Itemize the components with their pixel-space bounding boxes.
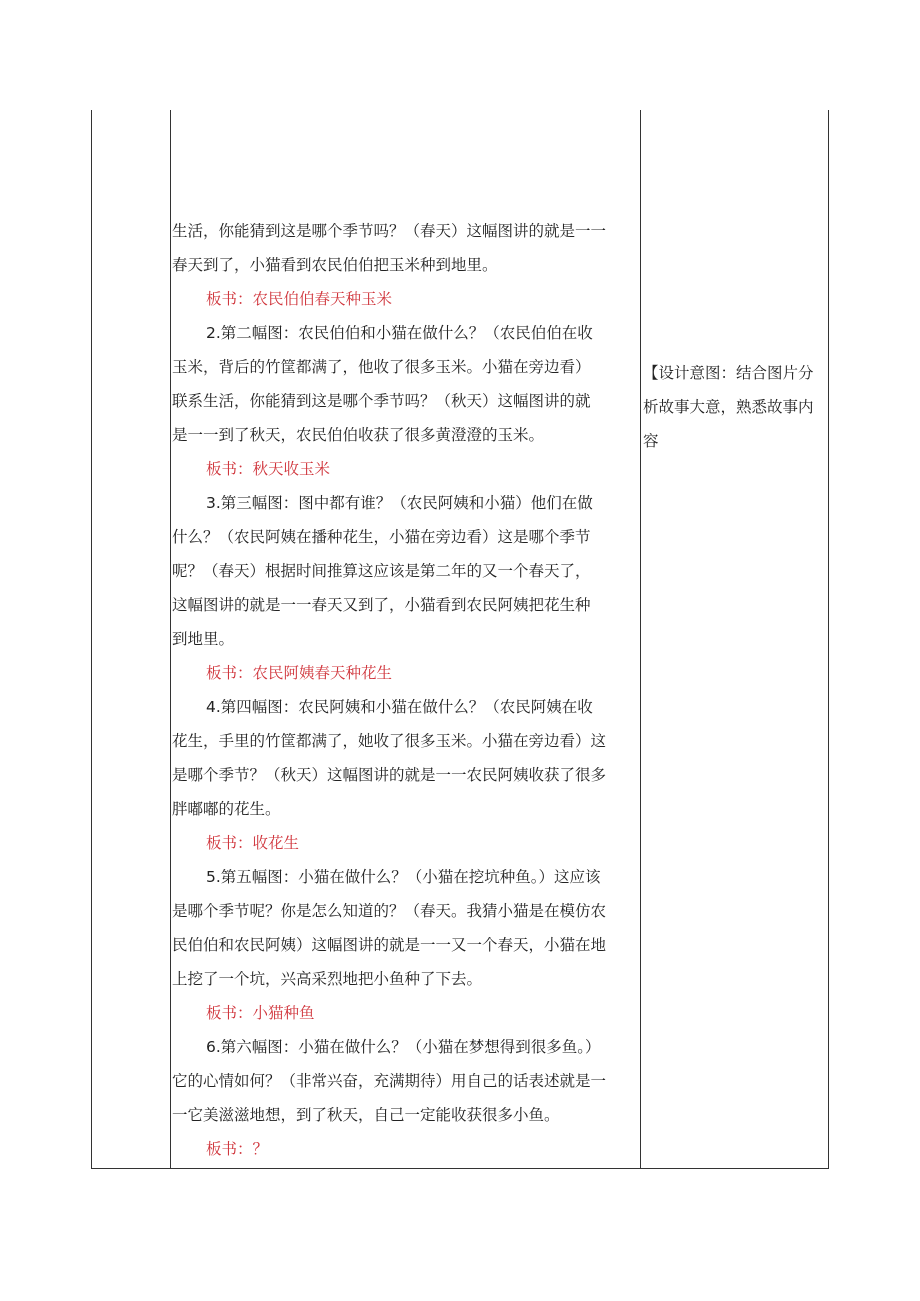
table-divider-1 bbox=[170, 110, 171, 1169]
design-intent-cell bbox=[643, 356, 827, 458]
text-line: 一它美滋滋地想，到了秋天，自己一定能收获很多小鱼。 bbox=[172, 1106, 560, 1124]
text-line: 花生，手里的竹筐都满了，她收了很多玉米。小猫在旁边看）这 bbox=[172, 732, 607, 750]
text-line: 春天到了，小猫看到农民伯伯把玉米种到地里。 bbox=[172, 256, 498, 274]
text-line: 呢？（春天）根据时间推算这应该是第二年的又一个春天了， bbox=[172, 562, 591, 580]
text-line: 这幅图讲的就是一一春天又到了，小猫看到农民阿姨把花生种 bbox=[172, 596, 591, 614]
picture-4-heading: 4.第四幅图：农民阿姨和小猫在做什么？（农民阿姨在收 bbox=[206, 698, 593, 716]
text-line: 是哪个季节呢？你是怎么知道的？（春天。我猜小猫是在模仿农 bbox=[172, 902, 607, 920]
board-note: 板书：收花生 bbox=[206, 834, 300, 852]
lesson-content-cell bbox=[172, 214, 640, 1166]
text-line: 它的心情如何？（非常兴奋，充满期待）用自己的话表述就是一 bbox=[172, 1072, 607, 1090]
picture-2-heading: 2.第二幅图：农民伯伯和小猫在做什么？（农民伯伯在收 bbox=[206, 324, 593, 342]
table-border-bottom bbox=[91, 1168, 829, 1169]
design-intent-line: 容 bbox=[643, 432, 659, 450]
board-note: 板书：秋天收玉米 bbox=[206, 460, 331, 478]
text-line: 生活，你能猜到这是哪个季节吗？（春天）这幅图讲的就是一一 bbox=[172, 222, 607, 240]
text-line: 民伯伯和农民阿姨）这幅图讲的就是一一又一个春天，小猫在地 bbox=[172, 936, 607, 954]
text-line: 联系生活，你能猜到这是哪个季节吗？（秋天）这幅图讲的就 bbox=[172, 392, 591, 410]
text-line: 上挖了一个坑，兴高采烈地把小鱼种了下去。 bbox=[172, 970, 483, 988]
text-line: 胖嘟嘟的花生。 bbox=[172, 800, 281, 818]
table-divider-2 bbox=[640, 110, 641, 1169]
board-note: 板书：小猫种鱼 bbox=[206, 1004, 315, 1022]
design-intent-line: 【设计意图：结合图片分 bbox=[643, 364, 814, 382]
picture-6-heading: 6.第六幅图：小猫在做什么？（小猫在梦想得到很多鱼。） bbox=[206, 1038, 601, 1056]
table-border-left bbox=[91, 110, 92, 1169]
text-line: 什么？（农民阿姨在播种花生，小猫在旁边看）这是哪个季节 bbox=[172, 528, 591, 546]
board-note: 板书：？ bbox=[206, 1140, 269, 1158]
board-note: 板书：农民阿姨春天种花生 bbox=[206, 664, 393, 682]
text-line: 是一一到了秋天，农民伯伯收获了很多黄澄澄的玉米。 bbox=[172, 426, 545, 444]
board-note: 板书：农民伯伯春天种玉米 bbox=[206, 290, 393, 308]
picture-3-heading: 3.第三幅图：图中都有谁？（农民阿姨和小猫）他们在做 bbox=[206, 494, 593, 512]
text-line: 是哪个季节？（秋天）这幅图讲的就是一一农民阿姨收获了很多 bbox=[172, 766, 607, 784]
text-line: 玉米，背后的竹筐都满了，他收了很多玉米。小猫在旁边看） bbox=[172, 358, 591, 376]
table-border-right bbox=[828, 110, 829, 1169]
design-intent-line: 析故事大意，熟悉故事内 bbox=[643, 398, 814, 416]
picture-5-heading: 5.第五幅图：小猫在做什么？（小猫在挖坑种鱼。）这应该 bbox=[206, 868, 601, 886]
text-line: 到地里。 bbox=[172, 630, 235, 648]
